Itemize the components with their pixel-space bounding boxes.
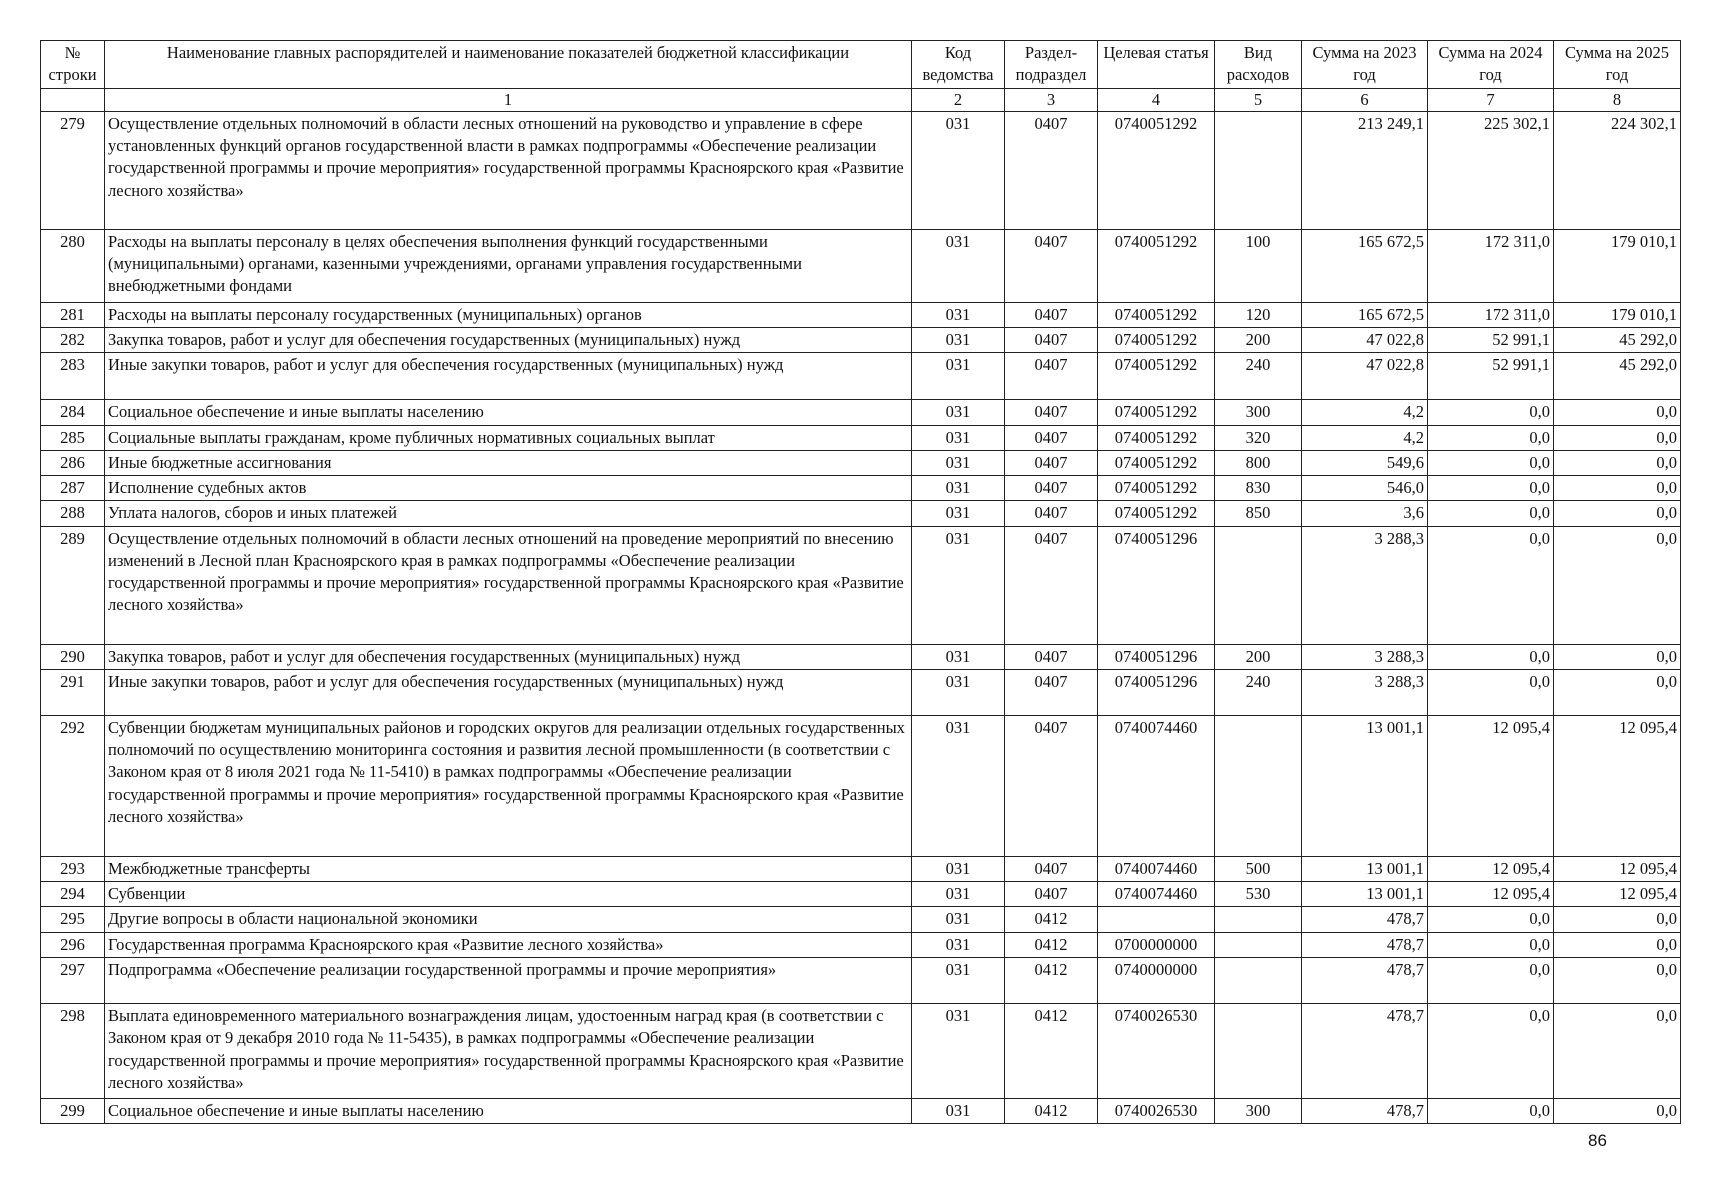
row-amount-2025: 45 292,0 [1554,328,1681,353]
row-number: 284 [41,400,105,425]
row-department-code: 031 [912,957,1005,1003]
row-amount-2025: 12 095,4 [1554,856,1681,881]
row-amount-2025: 12 095,4 [1554,882,1681,907]
row-department-code: 031 [912,425,1005,450]
header-cell: Раздел-подраздел [1005,41,1098,89]
row-amount-2025: 0,0 [1554,425,1681,450]
row-department-code: 031 [912,450,1005,475]
row-section-code: 0407 [1005,400,1098,425]
row-target-code: 0740051292 [1098,400,1215,425]
row-number: 279 [41,111,105,229]
row-amount-2023: 4,2 [1302,425,1428,450]
row-amount-2023: 47 022,8 [1302,353,1428,400]
row-amount-2025: 0,0 [1554,476,1681,501]
table-row [41,1098,1681,1123]
row-department-code: 031 [912,669,1005,715]
row-expense-type [1215,1003,1302,1098]
row-target-code: 0740074460 [1098,856,1215,881]
row-amount-2024: 0,0 [1428,644,1554,669]
row-amount-2023: 13 001,1 [1302,882,1428,907]
row-amount-2025: 0,0 [1554,644,1681,669]
row-department-code: 031 [912,353,1005,400]
row-number: 290 [41,644,105,669]
row-section-code: 0407 [1005,425,1098,450]
row-target-code [1098,907,1215,932]
row-amount-2023: 478,7 [1302,957,1428,1003]
row-target-code: 0740051292 [1098,425,1215,450]
row-name: Иные закупки товаров, работ и услуг для обеспечения государственных (муниципальных) нужд [105,353,912,400]
column-number: 3 [1005,88,1098,111]
table-row [41,856,1681,881]
row-section-code: 0407 [1005,644,1098,669]
row-number: 287 [41,476,105,501]
header-cell: Вид расходов [1215,41,1302,89]
row-section-code: 0407 [1005,669,1098,715]
row-department-code: 031 [912,400,1005,425]
header-cell: Целевая статья [1098,41,1215,89]
row-name: Другие вопросы в области национальной экономики [105,907,912,932]
row-name: Закупка товаров, работ и услуг для обеспечения государственных (муниципальных) нужд [105,328,912,353]
column-number: 2 [912,88,1005,111]
row-target-code: 0740051296 [1098,526,1215,644]
row-amount-2024: 12 095,4 [1428,715,1554,856]
table-row [41,644,1681,669]
row-section-code: 0412 [1005,1003,1098,1098]
row-target-code: 0740051292 [1098,302,1215,327]
row-expense-type [1215,111,1302,229]
row-expense-type [1215,715,1302,856]
row-amount-2023: 3 288,3 [1302,644,1428,669]
row-amount-2025: 45 292,0 [1554,353,1681,400]
row-number: 293 [41,856,105,881]
row-amount-2024: 172 311,0 [1428,229,1554,302]
row-name: Социальное обеспечение и иные выплаты населению [105,1098,912,1123]
row-name: Межбюджетные трансферты [105,856,912,881]
row-section-code: 0407 [1005,111,1098,229]
row-amount-2025: 0,0 [1554,932,1681,957]
row-amount-2024: 0,0 [1428,932,1554,957]
row-target-code: 0700000000 [1098,932,1215,957]
row-section-code: 0407 [1005,882,1098,907]
row-target-code: 0740051292 [1098,111,1215,229]
table-row [41,882,1681,907]
row-amount-2023: 3 288,3 [1302,526,1428,644]
row-expense-type: 800 [1215,450,1302,475]
row-department-code: 031 [912,856,1005,881]
row-number: 296 [41,932,105,957]
row-department-code: 031 [912,1098,1005,1123]
row-amount-2025: 0,0 [1554,526,1681,644]
column-number-row [41,88,1681,111]
row-target-code: 0740051292 [1098,353,1215,400]
row-section-code: 0407 [1005,302,1098,327]
column-number: 4 [1098,88,1215,111]
row-amount-2023: 478,7 [1302,907,1428,932]
row-number: 295 [41,907,105,932]
row-expense-type: 530 [1215,882,1302,907]
column-number: 6 [1302,88,1428,111]
row-target-code: 0740051292 [1098,229,1215,302]
row-name: Социальное обеспечение и иные выплаты населению [105,400,912,425]
row-section-code: 0407 [1005,476,1098,501]
row-amount-2023: 165 672,5 [1302,302,1428,327]
row-amount-2025: 0,0 [1554,501,1681,526]
row-target-code: 0740074460 [1098,882,1215,907]
row-amount-2025: 179 010,1 [1554,302,1681,327]
table-row [41,1003,1681,1098]
row-name: Исполнение судебных актов [105,476,912,501]
row-name: Осуществление отдельных полномочий в области лесных отношений на руководство и управление в сфере установленных функций органов государственной власти в рамках подпрограммы «Обеспечение реализации государственной программы и прочие мероприятия» государственной программы Красноярского края «Развитие лесного хозяйства» [105,111,912,229]
row-department-code: 031 [912,501,1005,526]
row-number: 299 [41,1098,105,1123]
column-number: 8 [1554,88,1681,111]
row-amount-2023: 4,2 [1302,400,1428,425]
header-cell: Сумма на 2025 год [1554,41,1681,89]
row-amount-2024: 0,0 [1428,907,1554,932]
row-target-code: 0740026530 [1098,1003,1215,1098]
row-expense-type [1215,957,1302,1003]
row-amount-2024: 52 991,1 [1428,328,1554,353]
table-row [41,302,1681,327]
row-target-code: 0740074460 [1098,715,1215,856]
row-name: Субвенции [105,882,912,907]
table-row [41,715,1681,856]
row-expense-type [1215,932,1302,957]
row-number: 289 [41,526,105,644]
table-row [41,400,1681,425]
row-amount-2023: 47 022,8 [1302,328,1428,353]
row-section-code: 0407 [1005,526,1098,644]
row-name: Осуществление отдельных полномочий в области лесных отношений на проведение мероприятий по внесению изменений в Лесной план Красноярского края в рамках подпрограммы «Обеспечение реализации государственной программы и прочие мероприятия» государственной программы Красноярского края «Развитие лесного хозяйства» [105,526,912,644]
header-cell: Сумма на 2024 год [1428,41,1554,89]
row-section-code: 0407 [1005,501,1098,526]
row-number: 288 [41,501,105,526]
row-number: 286 [41,450,105,475]
row-amount-2024: 0,0 [1428,1003,1554,1098]
table-row [41,907,1681,932]
row-section-code: 0412 [1005,932,1098,957]
row-amount-2025: 0,0 [1554,907,1681,932]
row-number: 292 [41,715,105,856]
row-amount-2025: 0,0 [1554,450,1681,475]
row-expense-type: 200 [1215,644,1302,669]
row-name: Субвенции бюджетам муниципальных районов и городских округов для реализации отдельных государственных полномочий по осуществлению мониторинга состояния и развития лесной промышленности (в соответствии с Законом края от 8 июля 2021 года № 11-5410) в рамках подпрограммы «Обеспечение реализации государственной программы и прочие мероприятия» государственной программы Красноярского края «Развитие лесного хозяйства» [105,715,912,856]
row-number: 280 [41,229,105,302]
header-cell: Наименование главных распорядителей и наименование показателей бюджетной классификации [105,41,912,89]
row-amount-2024: 0,0 [1428,526,1554,644]
row-number: 291 [41,669,105,715]
row-target-code: 0740051292 [1098,450,1215,475]
row-amount-2024: 0,0 [1428,501,1554,526]
row-section-code: 0407 [1005,328,1098,353]
row-amount-2024: 0,0 [1428,400,1554,425]
row-amount-2023: 478,7 [1302,1003,1428,1098]
row-section-code: 0412 [1005,957,1098,1003]
row-name: Иные бюджетные ассигнования [105,450,912,475]
row-expense-type [1215,526,1302,644]
row-expense-type: 300 [1215,1098,1302,1123]
table-row [41,957,1681,1003]
table-row [41,111,1681,229]
row-department-code: 031 [912,907,1005,932]
row-number: 281 [41,302,105,327]
row-department-code: 031 [912,932,1005,957]
row-expense-type: 240 [1215,669,1302,715]
column-number: 7 [1428,88,1554,111]
row-name: Иные закупки товаров, работ и услуг для обеспечения государственных (муниципальных) нужд [105,669,912,715]
column-number [41,88,105,111]
row-expense-type: 850 [1215,501,1302,526]
table-row [41,328,1681,353]
row-department-code: 031 [912,1003,1005,1098]
table-row [41,476,1681,501]
row-number: 294 [41,882,105,907]
row-target-code: 0740051292 [1098,328,1215,353]
header-cell: Сумма на 2023 год [1302,41,1428,89]
page-number: 86 [1588,1131,1607,1150]
row-expense-type: 240 [1215,353,1302,400]
row-section-code: 0407 [1005,229,1098,302]
row-department-code: 031 [912,644,1005,669]
row-amount-2023: 478,7 [1302,1098,1428,1123]
row-number: 283 [41,353,105,400]
row-amount-2023: 13 001,1 [1302,715,1428,856]
row-amount-2023: 3 288,3 [1302,669,1428,715]
row-section-code: 0407 [1005,856,1098,881]
row-target-code: 0740051292 [1098,501,1215,526]
row-amount-2023: 478,7 [1302,932,1428,957]
row-expense-type: 120 [1215,302,1302,327]
row-section-code: 0407 [1005,353,1098,400]
column-number: 1 [105,88,912,111]
row-amount-2023: 165 672,5 [1302,229,1428,302]
table-row [41,669,1681,715]
row-amount-2025: 0,0 [1554,669,1681,715]
row-amount-2024: 0,0 [1428,1098,1554,1123]
row-department-code: 031 [912,302,1005,327]
row-department-code: 031 [912,526,1005,644]
row-amount-2024: 172 311,0 [1428,302,1554,327]
row-amount-2024: 52 991,1 [1428,353,1554,400]
row-department-code: 031 [912,111,1005,229]
header-cell: № строки [41,41,105,89]
row-amount-2025: 224 302,1 [1554,111,1681,229]
row-amount-2025: 0,0 [1554,400,1681,425]
row-expense-type: 100 [1215,229,1302,302]
table-row [41,501,1681,526]
row-amount-2024: 0,0 [1428,669,1554,715]
row-amount-2024: 0,0 [1428,957,1554,1003]
row-amount-2024: 12 095,4 [1428,856,1554,881]
row-target-code: 0740051292 [1098,476,1215,501]
row-amount-2023: 549,6 [1302,450,1428,475]
row-expense-type: 830 [1215,476,1302,501]
row-amount-2023: 546,0 [1302,476,1428,501]
row-amount-2024: 225 302,1 [1428,111,1554,229]
table-row [41,932,1681,957]
row-target-code: 0740026530 [1098,1098,1215,1123]
header-cell: Код ведомства [912,41,1005,89]
row-name: Социальные выплаты гражданам, кроме публичных нормативных социальных выплат [105,425,912,450]
row-amount-2025: 12 095,4 [1554,715,1681,856]
row-name: Расходы на выплаты персоналу государственных (муниципальных) органов [105,302,912,327]
row-amount-2025: 0,0 [1554,1003,1681,1098]
row-number: 297 [41,957,105,1003]
row-target-code: 0740051296 [1098,669,1215,715]
row-name: Уплата налогов, сборов и иных платежей [105,501,912,526]
table-row [41,425,1681,450]
row-section-code: 0412 [1005,907,1098,932]
row-amount-2023: 213 249,1 [1302,111,1428,229]
row-department-code: 031 [912,476,1005,501]
row-number: 298 [41,1003,105,1098]
budget-table [40,40,1681,1124]
row-expense-type: 320 [1215,425,1302,450]
row-amount-2025: 0,0 [1554,957,1681,1003]
row-amount-2024: 0,0 [1428,476,1554,501]
row-amount-2024: 0,0 [1428,425,1554,450]
row-number: 282 [41,328,105,353]
row-department-code: 031 [912,328,1005,353]
row-target-code: 0740051296 [1098,644,1215,669]
row-amount-2025: 179 010,1 [1554,229,1681,302]
row-target-code: 0740000000 [1098,957,1215,1003]
row-amount-2023: 13 001,1 [1302,856,1428,881]
row-department-code: 031 [912,715,1005,856]
table-row [41,450,1681,475]
row-amount-2024: 0,0 [1428,450,1554,475]
row-amount-2023: 3,6 [1302,501,1428,526]
table-header-row [41,41,1681,89]
row-section-code: 0412 [1005,1098,1098,1123]
row-section-code: 0407 [1005,715,1098,856]
table-row [41,229,1681,302]
row-expense-type: 500 [1215,856,1302,881]
row-name: Расходы на выплаты персоналу в целях обеспечения выполнения функций государственными (муниципальными) органами, казенными учреждениями, органами управления государственными внебюджетными фондами [105,229,912,302]
row-department-code: 031 [912,229,1005,302]
row-number: 285 [41,425,105,450]
row-name: Подпрограмма «Обеспечение реализации государственной программы и прочие мероприятия» [105,957,912,1003]
table-row [41,526,1681,644]
row-expense-type: 300 [1215,400,1302,425]
row-amount-2025: 0,0 [1554,1098,1681,1123]
row-expense-type [1215,907,1302,932]
row-section-code: 0407 [1005,450,1098,475]
row-expense-type: 200 [1215,328,1302,353]
row-name: Государственная программа Красноярского края «Развитие лесного хозяйства» [105,932,912,957]
row-name: Выплата единовременного материального вознаграждения лицам, удостоенным наград края (в соответствии с Законом края от 9 декабря 2010 года № 11-5435), в рамках подпрограммы «Обеспечение реализации государственной программы и прочие мероприятия» государственной программы Красноярского края «Развитие лесного хозяйства» [105,1003,912,1098]
row-amount-2024: 12 095,4 [1428,882,1554,907]
row-department-code: 031 [912,882,1005,907]
table-row [41,353,1681,400]
row-name: Закупка товаров, работ и услуг для обеспечения государственных (муниципальных) нужд [105,644,912,669]
column-number: 5 [1215,88,1302,111]
